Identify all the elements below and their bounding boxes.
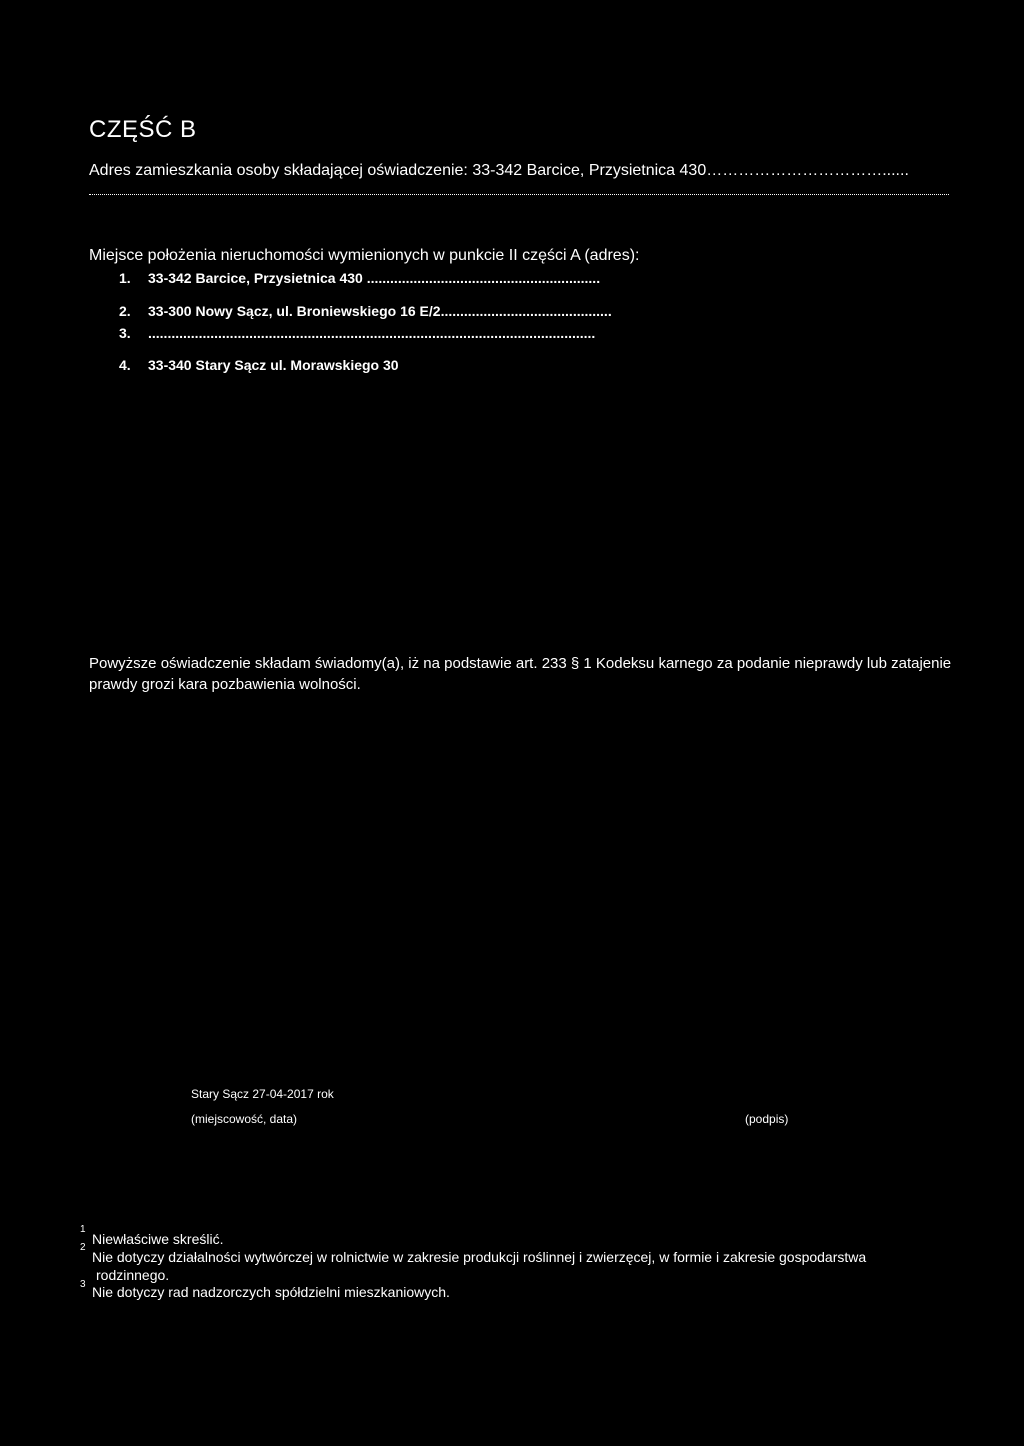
residence-value: 33-342 Barcice, Przysietnica 430 [472, 162, 707, 179]
footnote-text: Nie dotyczy działalności wytwórczej w rolnictwie w zakresie produkcji roślinnej i zwierzęcej, w formie i zakresie gospodarstwa [92, 1249, 867, 1265]
place-date-value: Stary Sącz 27-04-2017 rok [191, 1087, 334, 1101]
residence-line [89, 162, 909, 180]
footnote-marker: 2 [80, 1242, 86, 1253]
list-item-number: 3. [119, 325, 131, 341]
list-item-text: ................................................................................................................... [148, 325, 596, 341]
dotted-fill-line [89, 194, 949, 195]
list-item-text: 33-342 Barcice, Przysietnica 430 ............................................................ [148, 270, 601, 286]
signature-label: (podpis) [745, 1112, 789, 1126]
place-date-label: (miejscowość, data) [191, 1112, 298, 1126]
list-item-number: 4. [119, 357, 131, 373]
footnote-marker: 1 [80, 1224, 86, 1235]
footnote-text: Nie dotyczy rad nadzorczych spółdzielni mieszkaniowych. [92, 1284, 450, 1300]
residence-label: Adres zamieszkania osoby składającej oświadczenie: [89, 162, 468, 179]
residence-dots: ……………………………...... [706, 162, 909, 179]
list-item-text: 33-300 Nowy Sącz, ul. Broniewskiego 16 E/2............................................ [148, 303, 612, 319]
footnote-text: rodzinnego. [96, 1267, 170, 1283]
list-item-number: 2. [119, 303, 131, 319]
section-title: CZĘŚĆ B [89, 116, 197, 143]
list-item-number: 1. [119, 270, 131, 286]
footnote-marker: 3 [80, 1279, 86, 1290]
legal-statement: Powyższe oświadczenie składam świadomy(a), iż na podstawie art. 233 § 1 Kodeksu karnego za podanie nieprawdy lub zatajenie prawdy grozi kara pozbawienia wolności. [89, 655, 952, 693]
list-item-text: 33-340 Stary Sącz ul. Morawskiego 30 [148, 357, 399, 373]
properties-heading: Miejsce położenia nieruchomości wymienionych w punkcie II części A (adres): [89, 247, 640, 264]
footnote-text: Niewłaściwe skreślić. [92, 1231, 224, 1247]
